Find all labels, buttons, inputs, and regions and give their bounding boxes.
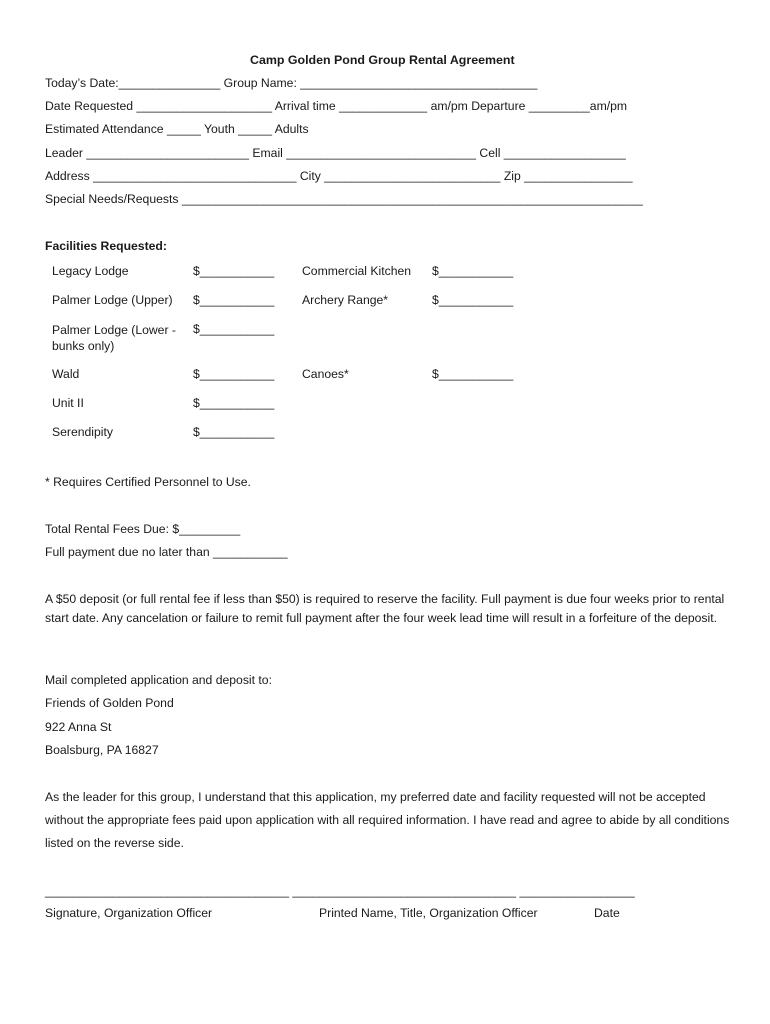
facility-palmer-upper: Palmer Lodge (Upper): [52, 293, 173, 307]
date-label: Date: [594, 906, 620, 920]
facility-legacy-lodge: Legacy Lodge: [52, 264, 129, 278]
facility-wald-amount[interactable]: $___________: [193, 367, 275, 381]
total-fees-line[interactable]: Total Rental Fees Due: $_________: [45, 522, 241, 536]
agreement-paragraph: As the leader for this group, I understand that this application, my preferred date and facility requested will not be accepted without the appropriate fees paid upon application with all required information. I have read and agree to abide by all conditions listed on the reverse side.: [45, 790, 730, 850]
printed-name-label: Printed Name, Title, Organization Officer: [319, 906, 538, 920]
facilities-heading: Facilities Requested:: [45, 239, 167, 253]
attendance-line[interactable]: Estimated Attendance _____ Youth _____ Adults: [45, 122, 309, 136]
facility-palmer-upper-amount[interactable]: $___________: [193, 293, 275, 307]
facility-palmer-lower-amount[interactable]: $___________: [193, 322, 275, 336]
mail-street: 922 Anna St: [45, 720, 112, 734]
payment-due-line[interactable]: Full payment due no later than ___________: [45, 545, 288, 559]
facility-legacy-lodge-amount[interactable]: $___________: [193, 264, 275, 278]
facility-serendipity: Serendipity: [52, 425, 113, 439]
special-needs-line[interactable]: Special Needs/Requests ____________________________________________________________________: [45, 192, 643, 206]
page-title: Camp Golden Pond Group Rental Agreement: [250, 53, 515, 67]
facility-wald: Wald: [52, 367, 80, 381]
signature-lines[interactable]: ____________________________________ _________________________________ _________________: [45, 884, 635, 898]
facility-unit-ii: Unit II: [52, 396, 84, 410]
signature-label: Signature, Organization Officer: [45, 906, 213, 920]
facility-commercial-kitchen-amount[interactable]: $___________: [432, 264, 514, 278]
facility-canoes-amount[interactable]: $___________: [432, 367, 514, 381]
facility-palmer-lower: Palmer Lodge (Lower - bunks only): [52, 323, 176, 353]
certified-note: * Requires Certified Personnel to Use.: [45, 475, 251, 489]
date-arrival-line[interactable]: Date Requested ____________________ Arrival time _____________ am/pm Departure _________am/pm: [45, 99, 628, 113]
facility-archery-range: Archery Range*: [302, 293, 389, 307]
mail-city: Boalsburg, PA 16827: [45, 743, 159, 757]
facility-unit-ii-amount[interactable]: $___________: [193, 396, 275, 410]
facility-serendipity-amount[interactable]: $___________: [193, 425, 275, 439]
facility-commercial-kitchen: Commercial Kitchen: [302, 264, 412, 278]
facility-archery-range-amount[interactable]: $___________: [432, 293, 514, 307]
mail-name: Friends of Golden Pond: [45, 696, 174, 710]
deposit-paragraph: A $50 deposit (or full rental fee if less than $50) is required to reserve the facility. Full payment is due four weeks prior to rental start date. Any cancelation or failure to remit full payment after the four week lead time will result in a forfeiture of the deposit.: [45, 592, 725, 625]
address-line[interactable]: Address ______________________________ City __________________________ Zip ________________: [45, 169, 633, 183]
facility-canoes: Canoes*: [302, 367, 349, 381]
leader-line[interactable]: Leader ________________________ Email ____________________________ Cell __________________: [45, 146, 626, 160]
date-group-line[interactable]: Today’s Date:_______________ Group Name: ___________________________________: [45, 76, 538, 90]
mail-intro: Mail completed application and deposit to:: [45, 673, 272, 687]
